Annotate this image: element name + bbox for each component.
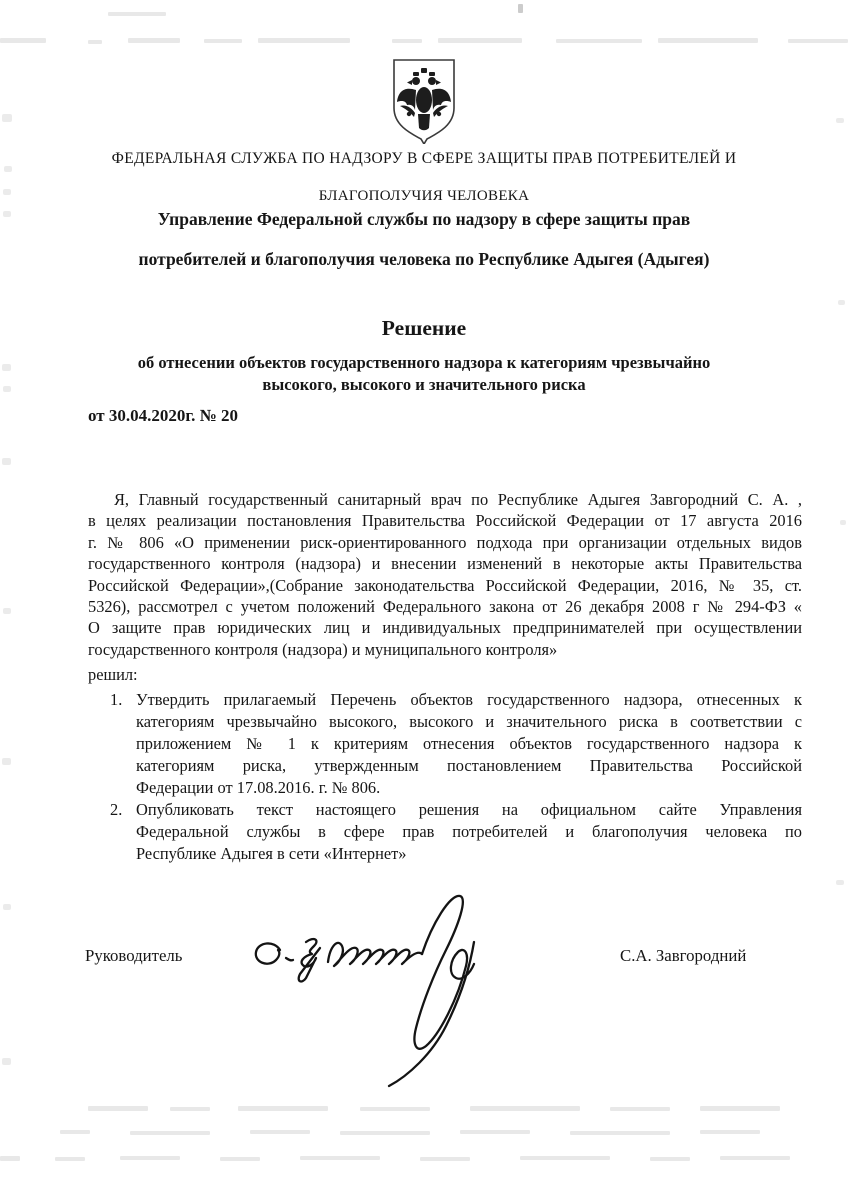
scan-artifact (610, 1107, 670, 1111)
scan-artifact (88, 1106, 148, 1111)
document-subtitle-line2: высокого, высокого и значительного риска (262, 375, 586, 394)
text-line: категориям чрезвычайно высокого, высокого и значительного риска в соответствии с (136, 712, 802, 731)
scan-artifact (238, 1106, 328, 1111)
scan-artifact (300, 1156, 380, 1160)
org-name-line2: БЛАГОПОЛУЧИЯ ЧЕЛОВЕКА (318, 188, 530, 204)
text-line: Федеральной службы в сфере прав потребителей и благополучия человека по (136, 822, 802, 841)
text-line: государственного контроля (надзора) и внесении изменений в некоторые акты Правительства (88, 554, 802, 574)
scan-artifact (60, 1130, 90, 1134)
scan-artifact (438, 38, 522, 43)
document-subtitle-line1: об отнесении объектов государственного надзора к категориям чрезвычайно (137, 353, 711, 372)
scan-artifact (258, 38, 350, 43)
department-name-line1: Управление Федеральной службы по надзору в сфере защиты прав (157, 209, 691, 229)
text-line: в целях реализации постановления Правительства Российской Федерации от 17 августа 2016 (88, 511, 802, 531)
scan-artifact (2, 114, 12, 122)
scan-artifact (840, 520, 846, 525)
scan-artifact (204, 39, 242, 43)
scan-artifact (420, 1157, 470, 1161)
scan-artifact (470, 1106, 580, 1111)
text-line: Утвердить прилагаемый Перечень объектов государственного надзора, отнесенных к (136, 690, 802, 709)
scan-artifact (3, 904, 11, 910)
scan-artifact (520, 1156, 610, 1160)
scan-artifact (108, 12, 166, 16)
text-line: Я, Главный государственный санитарный врач по Республике Адыгея Завгородний С. А. , (114, 490, 802, 509)
handwritten-signature-icon (236, 886, 526, 1101)
scan-artifact (700, 1130, 760, 1134)
scan-artifact (720, 1156, 790, 1160)
department-name-line2: потребителей и благополучия человека по Республике Адыгея (Адыгея) (138, 249, 710, 269)
scan-artifact (0, 1156, 20, 1161)
scan-artifact (556, 39, 642, 43)
scan-artifact (2, 1058, 11, 1065)
signer-position-label: Руководитель (85, 946, 183, 965)
scan-artifact (88, 40, 102, 44)
scan-artifact (700, 1106, 780, 1111)
scan-artifact (0, 38, 46, 43)
preamble-paragraph (88, 489, 802, 660)
resolution-list (110, 689, 802, 865)
scan-artifact (130, 1131, 210, 1135)
scan-artifact (128, 38, 180, 43)
scan-artifact (460, 1130, 530, 1134)
scan-artifact (836, 118, 844, 123)
list-item-text (136, 799, 802, 865)
list-item-text (136, 689, 802, 799)
scan-artifact (340, 1131, 430, 1135)
text-line: О защите прав юридических лиц и индивидуальных предпринимателей при осуществлении (88, 618, 802, 638)
scan-artifact (392, 39, 422, 43)
scan-artifact (220, 1157, 260, 1161)
list-item (110, 689, 802, 799)
scan-artifact (518, 4, 523, 13)
scan-artifact (2, 758, 11, 765)
text-line: 5326), рассмотрел с учетом положений Федерального закона от 26 декабря 2008 г № 294-ФЗ « (88, 597, 802, 617)
scan-artifact (570, 1131, 670, 1135)
list-item-number: 2. (110, 800, 123, 819)
document-title: Решение (381, 316, 467, 340)
scan-artifact (838, 300, 845, 305)
scan-artifact (658, 38, 758, 43)
scan-artifact (3, 608, 11, 614)
signer-name: С.А. Завгородний (620, 946, 747, 965)
text-line: государственного контроля (надзора) и муниципального контроля» (88, 639, 558, 659)
scan-artifact (2, 458, 11, 465)
text-line: Российской Федерации»,(Собрание законодательства Российской Федерации, 2016, № 35, ст. (88, 575, 802, 595)
scan-artifact (650, 1157, 690, 1161)
list-item-number: 1. (110, 690, 123, 709)
text-line: Республике Адыгея в сети «Интернет» (136, 844, 407, 863)
text-line: категориям риска, утвержденным постановлением Правительства Российской (136, 756, 802, 775)
scan-artifact (788, 39, 848, 43)
text-line: Опубликовать текст настоящего решения на официальном сайте Управления (136, 800, 802, 819)
list-item (110, 799, 802, 865)
document-date-number: от 30.04.2020г. № 20 (88, 406, 239, 425)
text-line: Федерации от 17.08.2016. г. № 806. (136, 778, 381, 797)
scan-artifact (120, 1156, 180, 1160)
russia-coat-of-arms-icon (388, 56, 460, 144)
scan-artifact (360, 1107, 430, 1111)
org-name-line1: ФЕДЕРАЛЬНАЯ СЛУЖБА ПО НАДЗОРУ В СФЕРЕ ЗАЩИТЫ ПРАВ ПОТРЕБИТЕЛЕЙ И (111, 150, 737, 167)
text-line: приложением № 1 к критериям отнесения объектов государственного надзора к (136, 734, 802, 753)
scan-artifact (170, 1107, 210, 1111)
scan-artifact (836, 880, 844, 885)
text-line: г. № 806 «О применении риск-ориентированного подхода при организации отдельных видов (88, 532, 802, 552)
scan-artifact (250, 1130, 310, 1134)
scan-artifact (55, 1157, 85, 1161)
resolution-label: решил: (88, 665, 138, 684)
